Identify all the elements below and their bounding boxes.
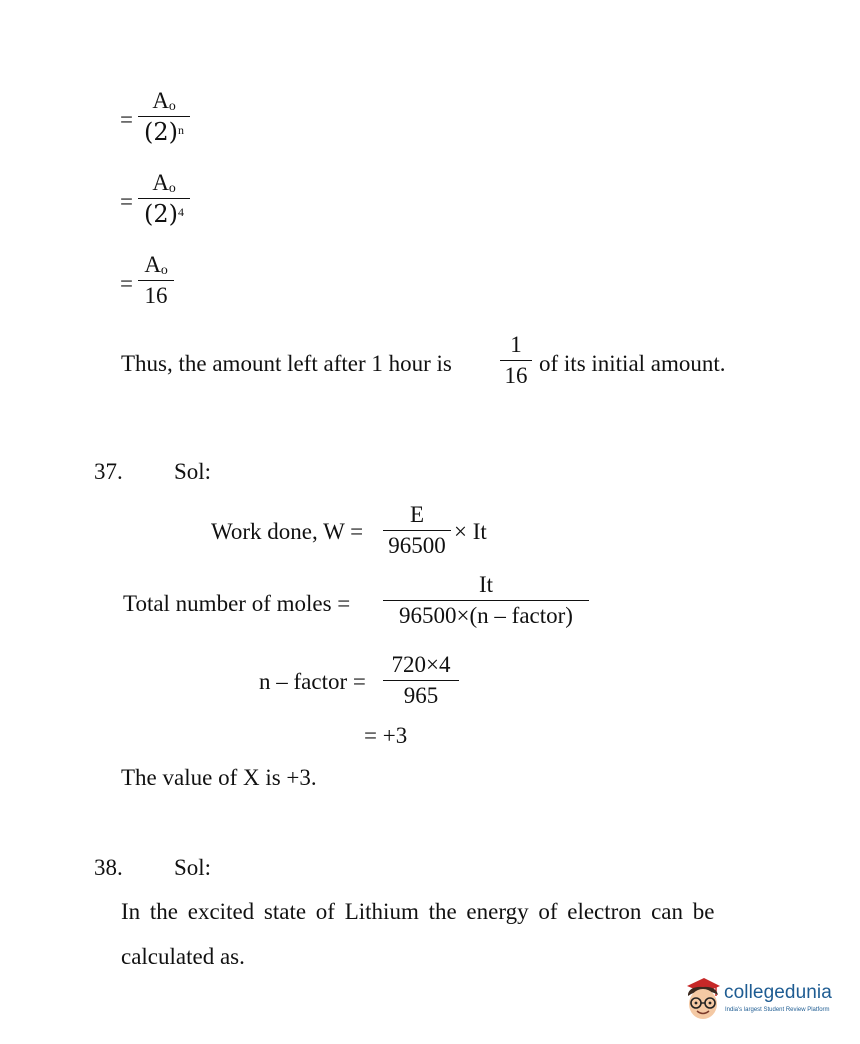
numerator: E	[409, 502, 425, 527]
moles-fraction	[383, 572, 589, 629]
n-factor-result: = +3	[364, 723, 408, 748]
fraction	[138, 88, 190, 146]
base: (2)	[144, 118, 178, 146]
solution-line-1: In the excited state of Lithium the energy of electron can be	[121, 899, 715, 924]
numerator: 1	[510, 332, 522, 357]
solution-line-2: calculated as.	[121, 944, 245, 969]
numerator: Aₒ	[152, 88, 176, 113]
numerator: Aₒ	[144, 252, 168, 277]
denominator: 96500	[388, 533, 446, 558]
moles-label: Total number of moles =	[123, 591, 351, 616]
equals-sign: =	[120, 107, 133, 132]
sol-label: Sol:	[174, 855, 212, 880]
exponent: 4	[178, 205, 184, 219]
work-tail: × It	[454, 519, 487, 544]
denominator: 965	[403, 683, 439, 708]
base: (2)	[144, 200, 178, 228]
n-factor-fraction	[383, 652, 459, 709]
work-fraction	[383, 502, 451, 559]
denominator	[138, 201, 190, 228]
conclusion-text-before: Thus, the amount left after 1 hour is	[121, 351, 452, 376]
fraction-bar	[138, 116, 190, 117]
fraction-bar	[383, 530, 451, 531]
fraction-bar	[138, 198, 190, 199]
fraction	[138, 170, 190, 228]
equals-sign: =	[120, 271, 133, 296]
denominator: 16	[144, 283, 168, 308]
collegedunia-logo	[682, 972, 852, 1028]
conclusion-text-after: of its initial amount.	[539, 351, 726, 376]
denominator: 96500×(n – factor)	[399, 603, 573, 628]
denominator: 16	[504, 363, 528, 388]
denominator	[138, 119, 190, 146]
exponent: n	[178, 123, 184, 137]
fraction-bar	[383, 600, 589, 601]
mascot-icon	[682, 974, 724, 1024]
fraction	[138, 252, 174, 309]
sol-label: Sol:	[174, 459, 212, 484]
numerator: It	[478, 572, 494, 597]
fraction-bar	[500, 360, 532, 361]
value-of-x: The value of X is +3.	[121, 765, 317, 790]
numerator: Aₒ	[152, 170, 176, 195]
numerator: 720×4	[391, 652, 451, 677]
fraction-bar	[383, 680, 459, 681]
equals-sign: =	[120, 189, 133, 214]
logo-tagline: India's largest Student Review Platform	[725, 1007, 830, 1013]
question-number: 37.	[94, 459, 123, 484]
question-number: 38.	[94, 855, 123, 880]
fraction-one-sixteenth	[500, 332, 532, 389]
work-done-label: Work done, W =	[211, 519, 364, 544]
logo-name: collegedunia	[724, 982, 832, 1003]
n-factor-label: n – factor =	[259, 669, 366, 694]
fraction-bar	[138, 280, 174, 281]
